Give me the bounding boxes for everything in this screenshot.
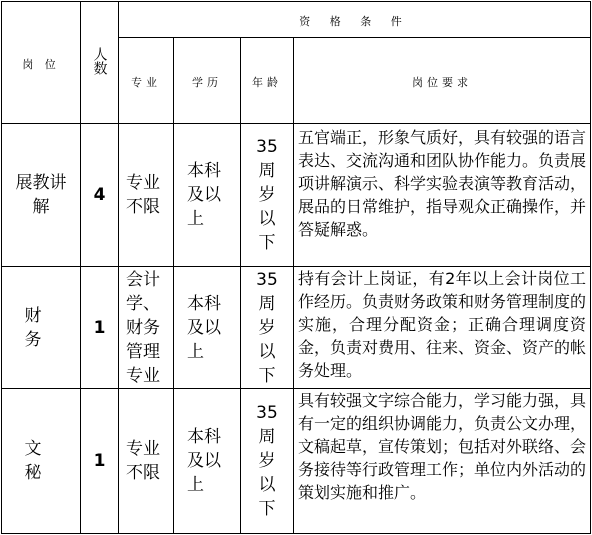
header-age: 年龄 [241, 38, 294, 124]
age-cell: 35周岁以下 [241, 124, 294, 267]
position-cell: 文 秘 [2, 389, 81, 534]
header-count: 人数 [81, 2, 119, 124]
requirements-cell: 五官端正，形象气质好，具有较强的语言表达、交流沟通和团队协作能力。负责展项讲解演示、科学实验表演等教育活动，展品的日常维护，指导观众正确操作，并答疑解惑。 [294, 124, 591, 267]
education-cell: 本科及以上 [174, 389, 241, 534]
major-cell: 专业不限 [119, 389, 174, 534]
table-row [2, 267, 591, 389]
table-row [2, 124, 591, 267]
header-education: 学历 [174, 38, 241, 124]
header-row-top [2, 2, 591, 38]
age-cell: 35周岁以下 [241, 267, 294, 389]
header-position: 岗 位 [2, 2, 81, 124]
age-cell: 35周岁以下 [241, 389, 294, 534]
requirements-cell: 持有会计上岗证，有2年以上会计岗位工作经历。负责财务政策和财务管理制度的实施，合理分配资金；正确合理调度资金，负责对费用、往来、资金、资产的帐务处理。 [294, 267, 591, 389]
recruitment-table [1, 1, 591, 534]
table-row [2, 389, 591, 534]
education-cell: 本科及以上 [174, 267, 241, 389]
count-cell: 1 [81, 267, 119, 389]
requirements-cell: 具有较强文字综合能力，学习能力强，具有一定的组织协调能力，负责公文办理，文稿起草，宣传策划；包括对外联络、会务接待等行政管理工作；单位内外活动的策划实施和推广。 [294, 389, 591, 534]
count-cell: 1 [81, 389, 119, 534]
position-cell: 财 务 [2, 267, 81, 389]
major-cell: 专业不限 [119, 124, 174, 267]
count-cell: 4 [81, 124, 119, 267]
header-major: 专业 [119, 38, 174, 124]
header-requirements: 岗位要求 [294, 38, 591, 124]
position-cell: 展教讲解 [2, 124, 81, 267]
major-cell: 会计学、财务管理专业 [119, 267, 174, 389]
education-cell: 本科及以上 [174, 124, 241, 267]
header-qualifications: 资 格 条 件 [119, 2, 591, 38]
